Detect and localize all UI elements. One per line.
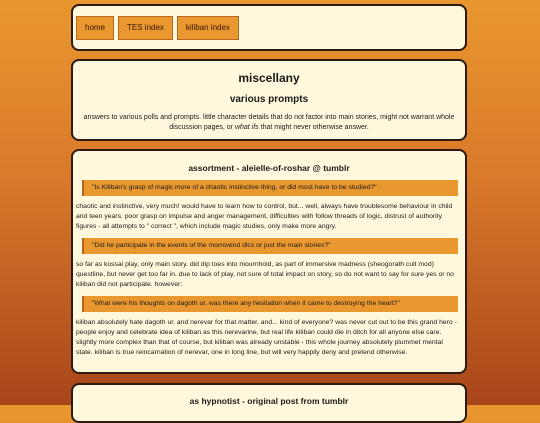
answer-text: kiliban absolutely hate dagoth ur. and nerevar for that matter. and... kind of everyone? was never cut out to be this grand hero - people enjoy and celebrate idea of kiliban as this nerevarine, but real life kiliban could die in ditch for all anyone else care. slightly more complex than that of course, but kiliban was already unstable - this whole journey absolutely plummet mental state. kiliban is true reincarnation of nerevar, one in long line, but will very happily deny and pretend otherwise. — [76, 319, 457, 356]
page-subtitle: various prompts — [229, 94, 309, 105]
section-title: as hypnotist - original post from tumblr — [189, 396, 349, 406]
page-description — [83, 113, 455, 133]
page-title: miscellany — [238, 71, 300, 85]
page-header — [71, 59, 467, 141]
nav-bar — [71, 4, 467, 51]
question-block: "Did he participate in the events of the morrowind dlcs or just the main stories?" — [82, 238, 458, 254]
hypnotist-section — [71, 383, 467, 423]
description-text-start: answers to various polls and prompts. little character details that do not factor into main stories, might not warrant whole discussion pages, or — [83, 114, 455, 131]
description-italic-text: what ifs — [234, 124, 259, 131]
nav-kiliban-index-link[interactable]: kiliban index — [177, 16, 239, 40]
question-block: "Is Kiliban's grasp of magic more of a chaotic instinctive thing, or did most have to be studied?" — [82, 180, 458, 196]
answer-text: chaotic and instinctive, very much! would have to learn how to control, but... well, always have troublesome behaviour in child and teen years. poor grasp on impulse and anger management, difficulties with follow threads of logic, distrust of authority figures - all attempts to " correct ", which include magic studies, only make more angry. — [76, 203, 453, 230]
assortment-section — [71, 149, 467, 374]
question-block: "What were his thoughts on dagoth ur, was there any hesitation when it came to destroying the heart?" — [82, 296, 458, 312]
answer-text: so far as kossai play, only main story. did dip toes into mournhold, as part of immersive madness (sheogorath cult mod) questline, but never get too far in. due to lack of play, not sure of total impact on story, so do not want to say for sure yes or no kiliban did not participate. however: — [76, 261, 454, 288]
nav-home-link[interactable]: home — [76, 16, 114, 40]
description-text-end: that might never otherwise answer. — [258, 124, 369, 131]
nav-items — [76, 16, 239, 40]
section-title: assortment - aleielle-of-roshar @ tumblr — [188, 163, 350, 173]
nav-tes-index-link[interactable]: TES index — [118, 16, 173, 40]
